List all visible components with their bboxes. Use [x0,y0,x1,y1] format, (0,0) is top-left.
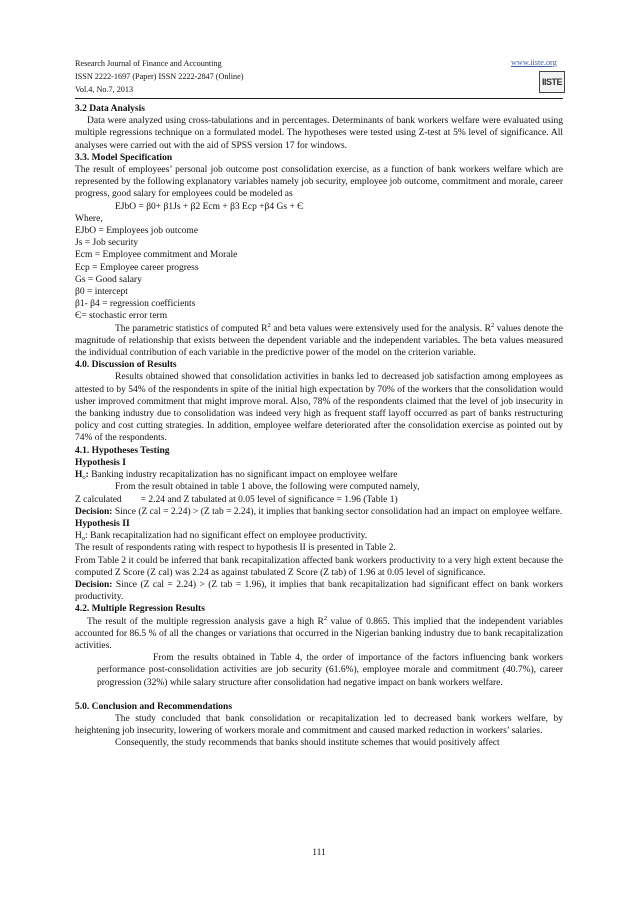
hypothesis-2-result: The result of respondents rating with respect to hypothesis II is presented in Table 2. [75,543,396,554]
hypothesis-1-title: Hypothesis I [75,457,126,468]
volume-line: Vol.4, No.7, 2013 [75,85,134,94]
iiste-logo: IISTE [539,71,565,93]
superscript: 2 [323,614,328,622]
subscript: o [81,535,86,543]
data-analysis-paragraph: Data were analyzed using cross-tabulations and in percentages. Determinants of bank workers welfare were evaluated using multiple regressions technique on a formulated model. The hypotheses were tested using Z-test at 5% level of significance. All analyses were carried out with the aid of SPSS version 17 for windows. [75,116,563,151]
heading-conclusion: 5.0. Conclusion and Recommendations [75,701,233,712]
h-letter: H [75,531,82,542]
where-label: Where, [75,213,103,224]
page-number: 111 [312,848,326,858]
superscript: 2 [267,321,271,329]
header-divider [75,98,563,99]
model-equation: EJbO = β0+ β1Js + β2 Ecm + β3 Ecp +β4 Gs + Є [115,201,304,212]
heading-discussion-of-results: 4.0. Discussion of Results [75,360,177,371]
decision-label: Decision: [75,506,113,517]
decision-label: Decision: [75,579,113,590]
text-span: Since (Z cal = 2.24) > (Z tab = 1.96), it implies that bank recapitalization had significant effect on bank workers productivity. [75,579,563,603]
section-spacer [75,689,563,701]
heading-hypotheses-testing: 4.1. Hypotheses Testing [75,445,170,456]
definition-js: Js = Job security [75,238,139,249]
heading-data-analysis: 3.2 Data Analysis [75,104,145,114]
regression-paragraph-1 [75,616,563,653]
text-span: Banking industry recapitalization has no significant impact on employee welfare [88,470,398,481]
hypothesis-1-null [75,469,563,481]
colon: : [85,470,89,481]
hypothesis-2-null [75,530,563,542]
text-span: The result of the multiple regression analysis gave a high R [87,616,324,627]
heading-model-specification: 3.3. Model Specification [75,152,173,163]
hypothesis-2-inference: From Table 2 it could be inferred that bank recapitalization affected bank workers productivity to a very high extent because the computed Z Score (Z cal) was 2.24 as against tabulated Z Score (Z tab) of 1.96 at 0.05 level of significance. [75,555,563,578]
subscript: o [82,474,86,482]
hypothesis-1-decision [75,506,563,518]
conclusion-paragraph-1: The study concluded that bank consolidation or recapitalization led to decreased bank workers welfare, by heightening job insecurity, lowering of workers morale and commitment and caused marked reduction in workers’ salaries. [75,713,563,737]
definition-b0: β0 = intercept [75,287,128,298]
text-span: and beta values were extensively used for the analysis. R [270,323,491,334]
hypothesis-2-title: Hypothesis II [75,518,130,529]
definition-gs: Gs = Good salary [75,274,142,285]
parametric-stats-paragraph [75,323,563,360]
text-span: value of 0.865. This implied that the independent variables accounted for 86.5 % of all the changes or variations that occurred in the Nigerian banking industry due to bank recapitalization activities. [75,616,564,651]
hypothesis-1-z-values: Z calculated = 2.24 and Z tabulated at 0.05 level of significance = 1.96 (Table 1) [75,494,398,505]
model-spec-paragraph: The result of employees’ personal job outcome post consolidation exercise, as a function of bank workers welfare which are represented by the following explanatory variables namely job security, employee job outcome, commitment and morale, career progress, good salary for employees could be modeled as [75,165,563,200]
definition-ecp: Ecp = Employee career progress [75,262,199,273]
definition-error: Є= stochastic error term [75,311,168,322]
hypothesis-1-from: From the result obtained in table 1 above, the following were computed namely, [115,482,420,493]
discussion-paragraph: Results obtained showed that consolidation activities in banks led to decreased job satisfaction among employees as attested to by 54% of the respondents in spite of the initial high expectation by 70% of the workers that the consolidation would usher improved commitment that might improve moral. Also, 78% of the respondents claimed that the level of job insecurity in the banking industry due to consolidation was indeed very high as frequent staff layoff occurred as part of banks restructuring policy and cost cutting strategies. In addition, employee welfare deteriorated after the consolidation exercise as pointed out by 74% of the respondents. [75,372,563,444]
journal-title: Research Journal of Finance and Accounting [75,59,222,68]
text-span: : Bank recapitalization had no significant effect on employee productivity. [85,531,368,542]
conclusion-paragraph-2: Consequently, the study recommends that banks should institute schemes that would positively affect [115,738,500,749]
definition-ecm: Ecm = Employee commitment and Morale [75,250,238,261]
hypothesis-2-decision [75,579,563,603]
journal-url-link[interactable]: www.iiste.org [511,58,557,67]
page-content [75,103,563,750]
text-span: values denote the magnitude of relationship that exists between the dependent variable and the independent variables. The beta values measured the individual contribution of each variable in the predictive power of the model on the criterion variable. [75,323,563,359]
definition-b1-b4: β1- β4 = regression coefficients [75,299,196,310]
text-span: The parametric statistics of computed R [115,323,268,334]
issn-line: ISSN 2222-1697 (Paper) ISSN 2222-2847 (Online) [75,72,244,81]
text-span: Since (Z cal = 2.24) > (Z tab = 2.24), it implies that banking sector consolidation had an impact on employee welfare. [112,506,563,517]
superscript: 2 [490,321,495,329]
regression-paragraph-2: From the results obtained in Table 4, the order of importance of the factors influencing bank workers performance post-consolidation activities are job security (61.6%), employee morale and commitment (40.7%), career progression (32%) while salary structure after consolidation had negative impact on bank workers welfare. [97,653,563,688]
heading-multiple-regression: 4.2. Multiple Regression Results [75,604,205,615]
h-letter: H [75,470,83,481]
definition-ejbo: EJbO = Employees job outcome [75,226,199,237]
